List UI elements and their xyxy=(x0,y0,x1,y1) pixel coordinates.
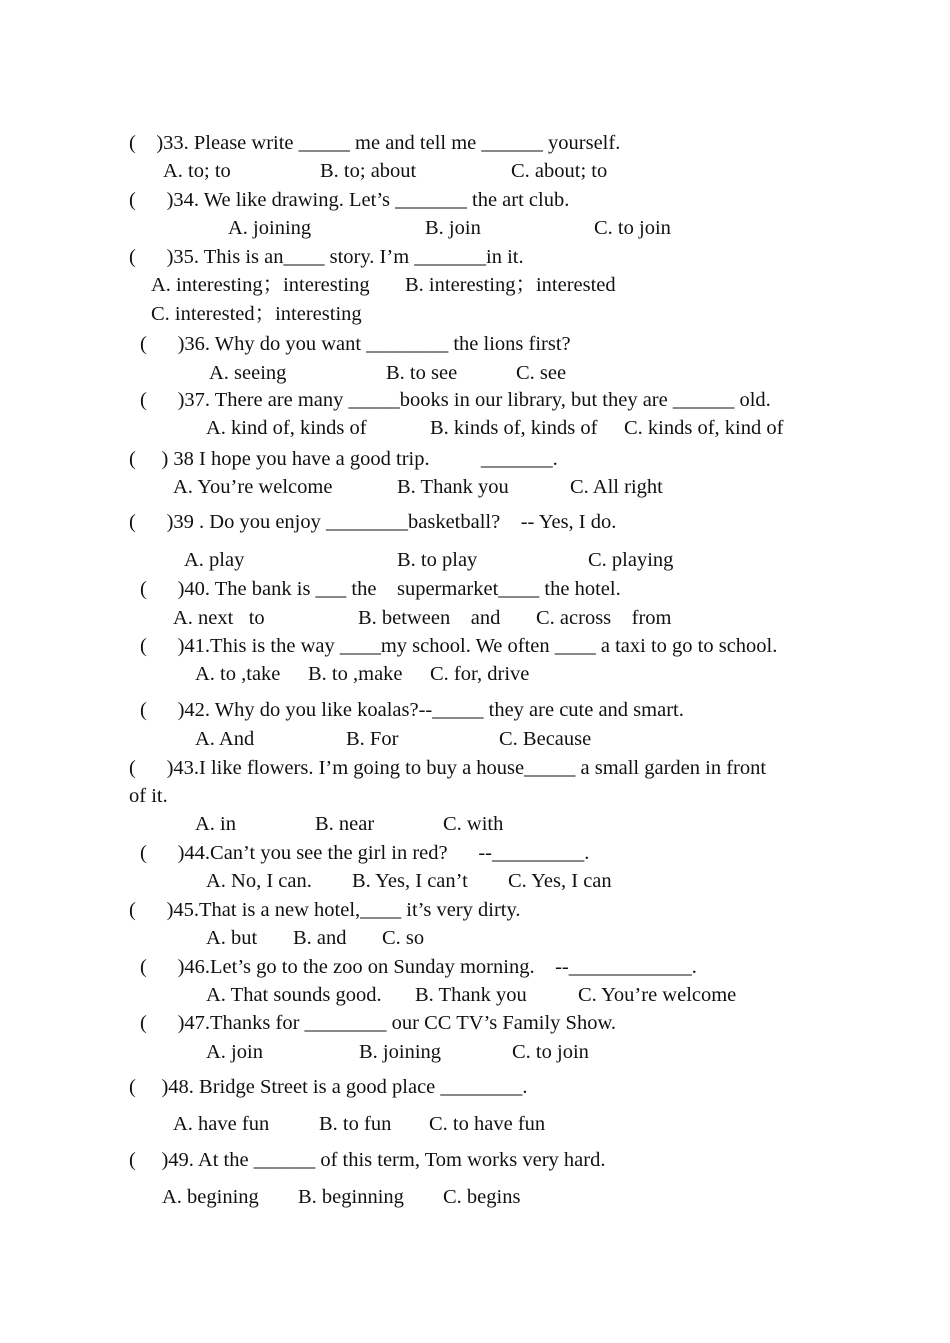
option-a: A. next to xyxy=(173,607,265,629)
question-47: ( )47.Thanks for ________ our CC TV’s Family Show. xyxy=(140,1012,617,1034)
question-38: ( ) 38 I hope you have a good trip. _______. xyxy=(129,448,558,470)
option-c: C. playing xyxy=(588,549,674,571)
option-a: A. interesting；interesting xyxy=(151,274,370,296)
question-44: ( )44.Can’t you see the girl in red? --_________. xyxy=(140,842,590,864)
option-a: A. join xyxy=(206,1041,263,1063)
option-c: C. with xyxy=(443,813,504,835)
option-c: C. All right xyxy=(570,476,663,498)
option-b: B. near xyxy=(315,813,375,835)
option-b: B. join xyxy=(425,217,481,239)
option-b: B. joining xyxy=(359,1041,442,1063)
question-41: ( )41.This is the way ____my school. We often ____ a taxi to go to school. xyxy=(140,635,778,657)
option-c: C. Because xyxy=(499,728,592,750)
question-42: ( )42. Why do you like koalas?--_____ they are cute and smart. xyxy=(140,699,684,721)
option-c: C. kinds of, kind of xyxy=(624,417,784,439)
option-b: B. Yes, I can’t xyxy=(352,870,468,892)
question-36: ( )36. Why do you want ________ the lions first? xyxy=(140,333,571,355)
question-35: ( )35. This is an____ story. I’m _______in it. xyxy=(129,246,524,268)
option-c: C. to have fun xyxy=(429,1113,546,1135)
option-c: C. interested；interesting xyxy=(151,303,362,325)
option-a: A. kind of, kinds of xyxy=(206,417,367,439)
option-a: A. but xyxy=(206,927,258,949)
question-43-continued: of it. xyxy=(129,785,168,807)
option-a: A. joining xyxy=(228,217,312,239)
option-c: C. to join xyxy=(512,1041,589,1063)
option-b: B. to; about xyxy=(320,160,417,182)
option-c: C. across from xyxy=(536,607,672,629)
question-49: ( )49. At the ______ of this term, Tom works very hard. xyxy=(129,1149,606,1171)
option-b: B. Thank you xyxy=(397,476,509,498)
option-a: A. And xyxy=(195,728,255,750)
question-40: ( )40. The bank is ___ the supermarket____ the hotel. xyxy=(140,578,621,600)
option-a: A. begining xyxy=(162,1186,259,1208)
option-b: B. to ,make xyxy=(308,663,403,685)
option-c: C. for, drive xyxy=(430,663,530,685)
option-a: A. seeing xyxy=(209,362,287,384)
option-b: B. For xyxy=(346,728,399,750)
option-a: A. in xyxy=(195,813,236,835)
option-a: A. No, I can. xyxy=(206,870,312,892)
option-b: B. interesting；interested xyxy=(405,274,616,296)
option-b: B. kinds of, kinds of xyxy=(430,417,598,439)
option-a: A. have fun xyxy=(173,1113,270,1135)
option-b: B. beginning xyxy=(298,1186,404,1208)
option-c: C. Yes, I can xyxy=(508,870,612,892)
question-39: ( )39 . Do you enjoy ________basketball? -- Yes, I do. xyxy=(129,511,617,533)
option-b: B. to see xyxy=(386,362,458,384)
option-a: A. That sounds good. xyxy=(206,984,382,1006)
option-c: C. so xyxy=(382,927,425,949)
option-a: A. play xyxy=(184,549,245,571)
option-b: B. and xyxy=(293,927,347,949)
option-b: B. between and xyxy=(358,607,501,629)
option-c: C. see xyxy=(516,362,567,384)
question-37: ( )37. There are many _____books in our library, but they are ______ old. xyxy=(140,389,771,411)
question-34: ( )34. We like drawing. Let’s _______ the art club. xyxy=(129,189,570,211)
option-c: C. begins xyxy=(443,1186,521,1208)
option-b: B. to play xyxy=(397,549,478,571)
question-46: ( )46.Let’s go to the zoo on Sunday morning. --____________. xyxy=(140,956,697,978)
question-48: ( )48. Bridge Street is a good place ________. xyxy=(129,1076,528,1098)
option-c: C. to join xyxy=(594,217,671,239)
option-a: A. You’re welcome xyxy=(173,476,333,498)
option-c: C. about; to xyxy=(511,160,608,182)
option-a: A. to; to xyxy=(163,160,231,182)
question-33: ( )33. Please write _____ me and tell me ______ yourself. xyxy=(129,132,621,154)
option-c: C. You’re welcome xyxy=(578,984,737,1006)
question-45: ( )45.That is a new hotel,____ it’s very dirty. xyxy=(129,899,521,921)
question-43: ( )43.I like flowers. I’m going to buy a house_____ a small garden in front xyxy=(129,757,767,779)
option-b: B. Thank you xyxy=(415,984,527,1006)
option-a: A. to ,take xyxy=(195,663,281,685)
option-b: B. to fun xyxy=(319,1113,392,1135)
